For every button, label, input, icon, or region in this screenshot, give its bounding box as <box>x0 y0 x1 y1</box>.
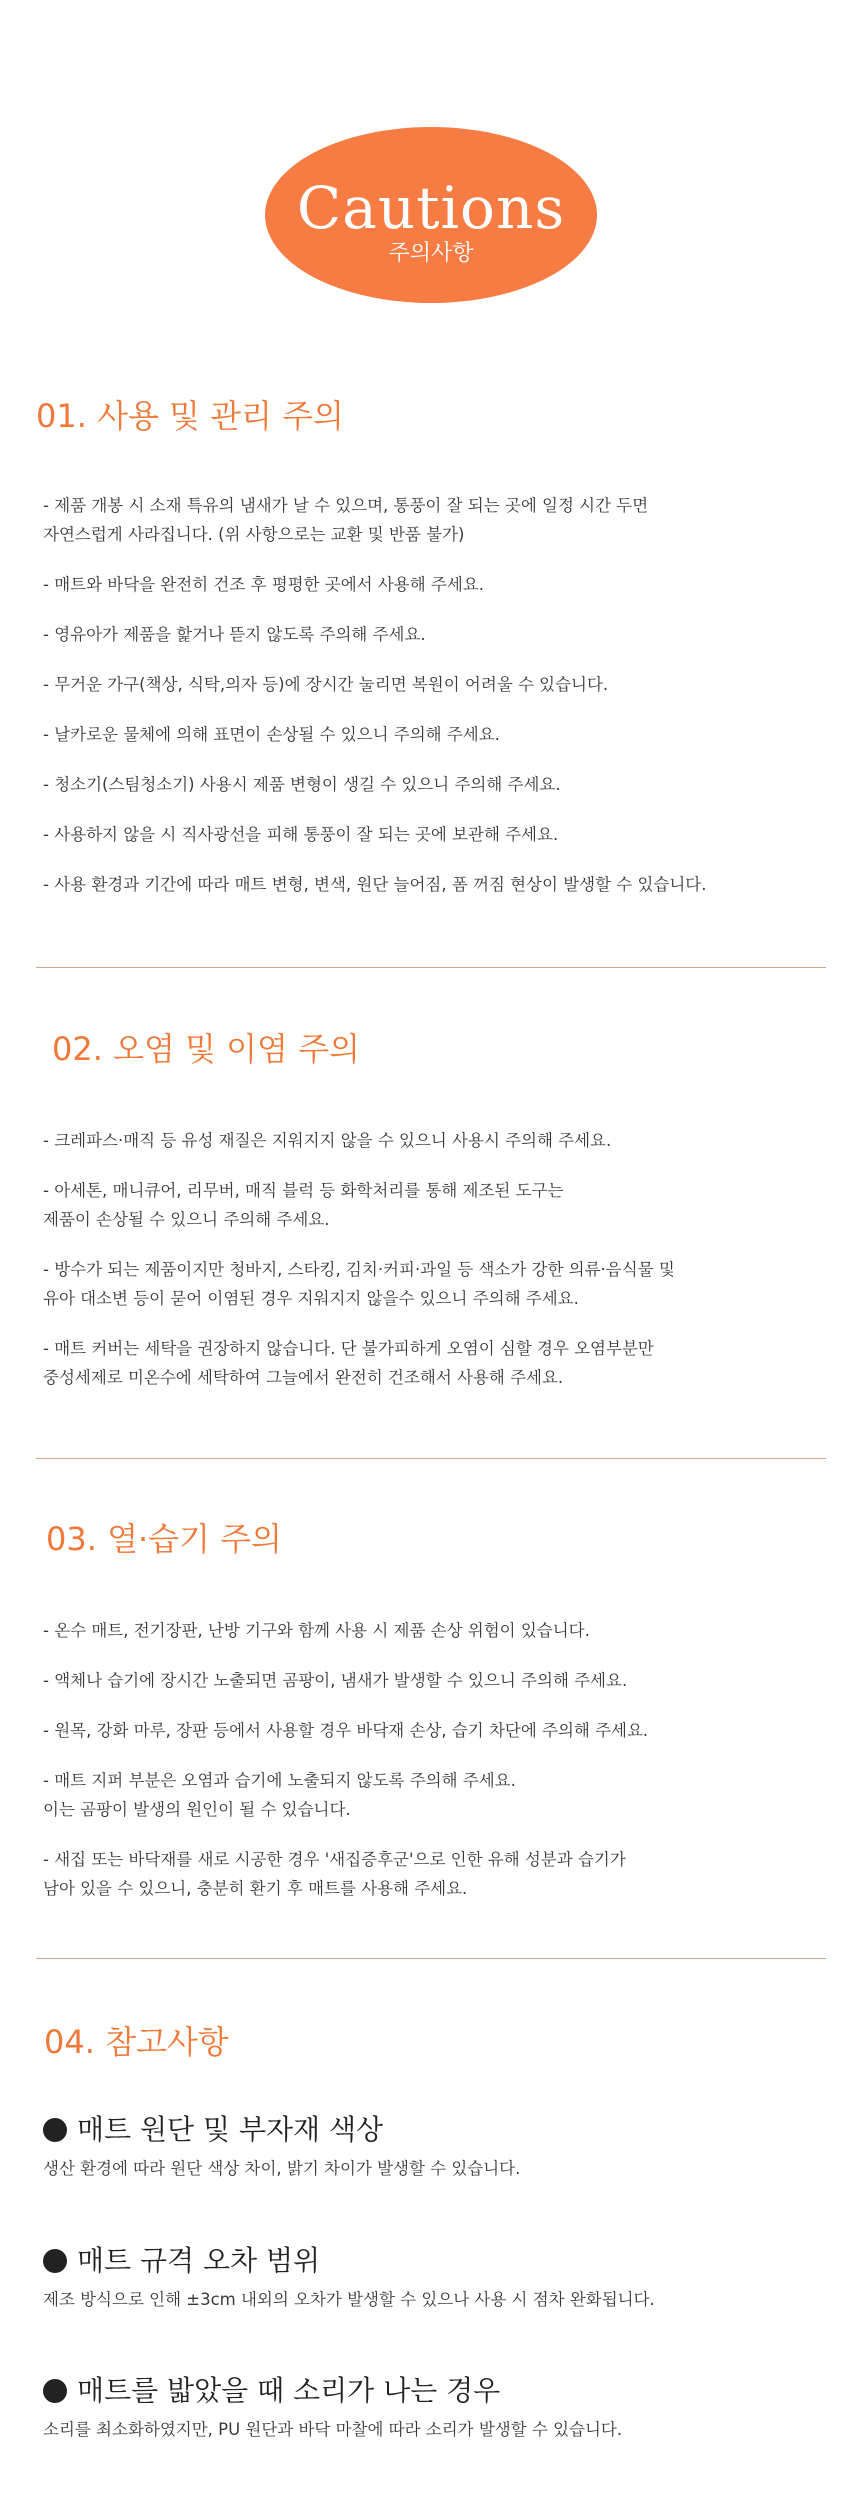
section-divider <box>36 1958 826 1959</box>
list-item: - 온수 매트, 전기장판, 난방 기구와 함께 사용 시 제품 손상 위험이 있습니다. <box>43 1621 590 1640</box>
list-item: - 액체나 습기에 장시간 노출되면 곰팡이, 냄새가 발생할 수 있으니 주의해 주세요. <box>43 1671 628 1690</box>
caution-list <box>43 491 843 920</box>
list-item: - 매트와 바닥을 완전히 건조 후 평평한 곳에서 사용해 주세요. <box>43 575 484 594</box>
caution-list <box>43 1616 843 1924</box>
bullet-dot-icon <box>43 2379 67 2403</box>
list-item: - 사용 환경과 기간에 따라 매트 변형, 변색, 원단 늘어짐, 폼 꺼짐 현상이 발생할 수 있습니다. <box>43 875 707 894</box>
list-item: - 원목, 강화 마루, 장판 등에서 사용할 경우 바닥재 손상, 습기 차단에 주의해 주세요. <box>43 1721 649 1740</box>
list-item: - 제품 개봉 시 소재 특유의 냄새가 날 수 있으며, 통풍이 잘 되는 곳에 일정 시간 두면 자연스럽게 사라집니다. (위 사항으로는 교환 및 반품 불가) <box>43 496 649 544</box>
section-title: 04. 참고사항 <box>44 2023 229 2061</box>
section-divider <box>36 1458 826 1459</box>
list-item: - 아세톤, 매니큐어, 리무버, 매직 블럭 등 화학처리를 통해 제조된 도구는 제품이 손상될 수 있으니 주의해 주세요. <box>43 1181 564 1229</box>
list-item: - 방수가 되는 제품이지만 청바지, 스타킹, 김치·커피·과일 등 색소가 강한 의류·음식물 및 유아 대소변 등이 묻어 이염된 경우 지워지지 않을수 있으니 주의해 주세요. <box>43 1260 675 1308</box>
note-size-tolerance <box>43 2243 843 2314</box>
section-title: 02. 오염 및 이염 주의 <box>52 1030 360 1068</box>
note-fabric-color <box>43 2112 843 2183</box>
section-divider <box>36 967 826 968</box>
list-item: - 새집 또는 바닥재를 새로 시공한 경우 '새집증후군'으로 인한 유해 성분과 습기가 남아 있을 수 있으니, 충분히 환기 후 매트를 사용해 주세요. <box>43 1850 626 1898</box>
note-heading: 매트를 밟았을 때 소리가 나는 경우 <box>77 2374 501 2407</box>
note-text: 제조 방식으로 인해 ±3cm 내외의 오차가 발생할 수 있으나 사용 시 점차 완화됩니다. <box>43 2290 655 2309</box>
cautions-badge <box>265 127 597 303</box>
bullet-dot-icon <box>43 2249 67 2273</box>
note-heading: 매트 원단 및 부자재 색상 <box>77 2113 384 2146</box>
caution-list <box>43 1126 843 1413</box>
list-item: - 영유아가 제품을 핥거나 뜯지 않도록 주의해 주세요. <box>43 625 426 644</box>
list-item: - 무거운 가구(책상, 식탁,의자 등)에 장시간 눌리면 복원이 어려울 수 있습니다. <box>43 675 609 694</box>
page-title: Cautions <box>296 174 566 242</box>
note-text: 생산 환경에 따라 원단 색상 차이, 밝기 차이가 발생할 수 있습니다. <box>43 2159 521 2178</box>
page-subtitle: 주의사항 <box>388 241 474 266</box>
list-item: - 매트 커버는 세탁을 권장하지 않습니다. 단 불가피하게 오염이 심할 경우 오염부분만 중성세제로 미온수에 세탁하여 그늘에서 완전히 건조해서 사용해 주세요. <box>43 1339 654 1387</box>
list-item: - 매트 지퍼 부분은 오염과 습기에 노출되지 않도록 주의해 주세요. 이는 곰팡이 발생의 원인이 될 수 있습니다. <box>43 1771 516 1819</box>
bullet-dot-icon <box>43 2118 67 2142</box>
list-item: - 크레파스·매직 등 유성 재질은 지워지지 않을 수 있으니 사용시 주의해 주세요. <box>43 1131 612 1150</box>
list-item: - 날카로운 물체에 의해 표면이 손상될 수 있으니 주의해 주세요. <box>43 725 500 744</box>
section-title: 01. 사용 및 관리 주의 <box>36 397 344 435</box>
list-item: - 사용하지 않을 시 직사광선을 피해 통풍이 잘 되는 곳에 보관해 주세요. <box>43 825 559 844</box>
note-text: 소리를 최소화하였지만, PU 원단과 바닥 마찰에 따라 소리가 발생할 수 있습니다. <box>43 2420 623 2439</box>
list-item: - 청소기(스팀청소기) 사용시 제품 변형이 생길 수 있으니 주의해 주세요. <box>43 775 561 794</box>
note-heading: 매트 규격 오차 범위 <box>77 2244 321 2277</box>
section-title: 03. 열·습기 주의 <box>46 1520 282 1558</box>
note-noise <box>43 2373 843 2444</box>
